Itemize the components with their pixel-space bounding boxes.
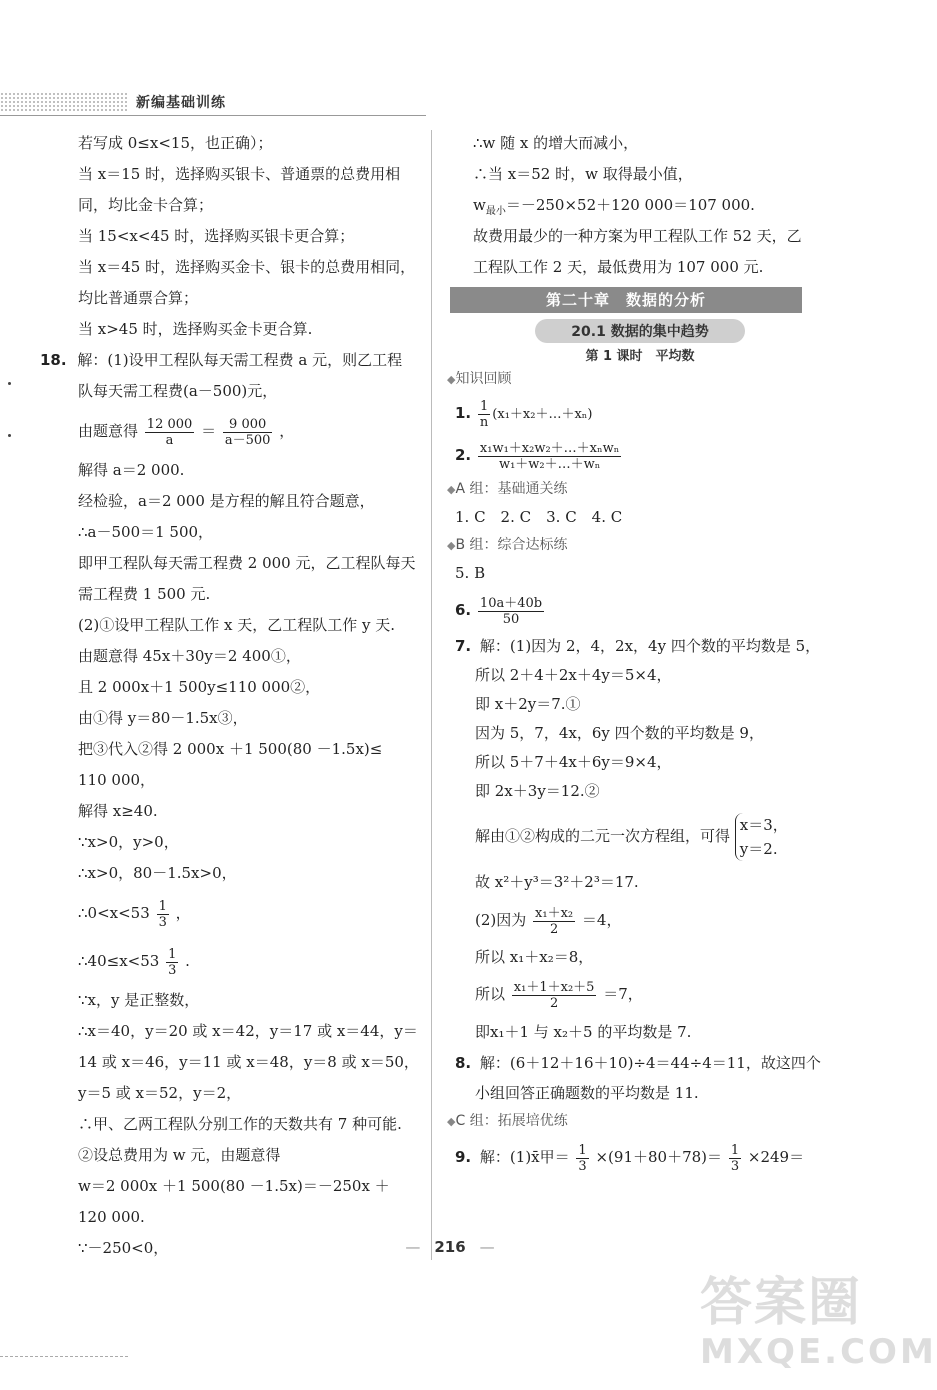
question-number: 6. [455, 601, 472, 619]
equation-line [475, 898, 825, 942]
section-label: ◆C 组：拓展培优练 [447, 1113, 568, 1129]
text-line: 且 2 000x＋1 500y≤110 000②， [78, 678, 321, 696]
text: ， [279, 422, 295, 440]
header-title: 新编基础训练 [136, 95, 226, 111]
text-line: 均比普通票合算； [78, 289, 199, 307]
text-line: 当 x>45 时，选择购买金卡更合算. [78, 320, 313, 338]
section-label: ◆B 组：综合达标练 [447, 537, 568, 553]
text-line: 队每天需工程费(a－500)元， [78, 382, 278, 400]
text-line: ∴甲、乙两工程队分别工作的天数共有 7 种可能. [78, 1115, 402, 1133]
fraction: $\frac{12 000}{a}$ [146, 416, 193, 448]
equation-line [78, 407, 420, 455]
text-line: 同，均比金卡合算； [78, 196, 214, 214]
text-line [473, 190, 825, 221]
diamond-icon: ◆ [447, 483, 456, 496]
fraction: $\frac{1}{n}$ [479, 398, 489, 430]
watermark-text: 答案圈 [700, 1273, 863, 1333]
text: w [473, 196, 486, 214]
text-line: 由题意得 45x＋30y＝2 400①， [78, 647, 301, 665]
inequality-line [78, 937, 420, 985]
text-line: ∴当 x＝52 时，w 取得最小值， [473, 165, 693, 183]
text: ×249＝ [747, 1148, 805, 1166]
margin-dot [8, 434, 11, 437]
fraction: $\frac{9 000}{a-500}$ [224, 416, 271, 448]
text-line: 14 或 x＝46，y＝11 或 x＝48，y＝8 或 x＝50， [78, 1053, 419, 1071]
right-column [447, 128, 825, 1180]
question-number: 7. [455, 637, 472, 655]
text-line: 工程队工作 2 天，最低费用为 107 000 元. [473, 258, 764, 276]
watermark-site: MXQE.COM [700, 1332, 937, 1372]
text-line: ∴w 随 x 的增大而减小， [473, 134, 639, 152]
text-line: 小组回答正确题数的平均数是 11. [475, 1084, 699, 1102]
question-number: 8. [455, 1054, 472, 1072]
question-7 [455, 632, 825, 1048]
fraction: $\frac{1}{3}$ [730, 1142, 740, 1174]
diamond-icon: ◆ [447, 1115, 456, 1128]
text-line: 故 x²＋y³＝3²＋2³＝17. [475, 873, 639, 891]
text-line: ∴x＝40，y＝20 或 x＝42，y＝17 或 x＝44，y＝ [78, 1022, 418, 1040]
fraction: $\frac{\text{x₁＋1＋x₂＋5}}{2}$ [513, 979, 595, 1011]
text-line: 经检验，a＝2 000 是方程的解且符合题意， [78, 492, 375, 510]
question-number: 1. [455, 404, 472, 422]
fraction: $\frac{1}{3}$ [158, 898, 167, 930]
equation-system: x＝3， y＝2. [735, 813, 788, 861]
question-number: 18. [40, 351, 67, 369]
text-line: 110 000， [78, 771, 156, 789]
text: 所以 [475, 985, 506, 1003]
lesson-title: 第 1 课时 平均数 [585, 349, 695, 364]
diamond-icon: ◆ [447, 373, 456, 386]
text: 解由①②构成的二元一次方程组，可得 [475, 827, 731, 845]
text-line: y＝5 或 x＝52，y＝2， [78, 1084, 242, 1102]
text-line: 解得 x≥40. [78, 802, 158, 820]
text-line: ②设总费用为 w 元，由题意得 [78, 1146, 281, 1164]
text-line: 解得 a＝2 000. [78, 461, 185, 479]
text-line: 解：(6＋12＋16＋10)÷4＝44÷4＝11，故这四个 [479, 1054, 821, 1072]
text-line: ∵x，y 是正整数， [78, 991, 200, 1009]
text-line: 把③代入②得 2 000x ＋1 500(80 －1.5x)≤ [78, 740, 383, 758]
text-line: 所以 x₁＋x₂＝8， [475, 948, 594, 966]
question-number: 2. [455, 446, 472, 464]
text: ∴0<x<53 [78, 904, 150, 922]
fraction: $\frac{\text{x₁w₁＋x₂w₂＋…＋xₙwₙ}}{\text{w₁＋w₂＋…＋wₙ}}$ [479, 440, 620, 472]
text-line: ∵x>0，y>0， [78, 833, 179, 851]
text: ＝ [201, 422, 217, 440]
section-label: ◆A 组：基础通关练 [447, 481, 568, 497]
text: ＝－250×52＋120 000＝107 000. [505, 196, 755, 214]
inequality-line [78, 889, 420, 937]
fraction: $\frac{10a+40b}{50}$ [479, 595, 543, 627]
text: 解：(1)x̄甲＝ [479, 1148, 570, 1166]
text-line: 即 2x＋3y＝12.② [475, 782, 600, 800]
question-8 [455, 1048, 825, 1108]
column-divider [431, 130, 432, 1260]
text-line: 当 x＝15 时，选择购买银卡、普通票的总费用相 [78, 165, 401, 183]
text-line: 故费用最少的一种方案为甲工程队工作 52 天，乙 [473, 227, 802, 245]
answer-line: 5. B [455, 564, 486, 582]
question-9 [455, 1134, 825, 1180]
header-rule [0, 115, 426, 116]
text-line: 需工程费 1 500 元. [78, 585, 211, 603]
text-line: 若写成 0≤x<15，也正确）； [78, 134, 273, 152]
text-line: 所以 5＋7＋4x＋6y＝9×4， [475, 753, 672, 771]
text-line: ∴a－500＝1 500， [78, 523, 214, 541]
text-line: ∵－250<0， [78, 1239, 169, 1257]
text: ＝7， [603, 985, 643, 1003]
system-line [475, 806, 825, 866]
answer-line: 1. C 2. C 3. C 4. C [455, 508, 623, 526]
text-line: 当 x＝45 时，选择购买金卡、银卡的总费用相同， [78, 258, 416, 276]
answer-line [455, 392, 825, 434]
fraction: $\frac{1}{3}$ [578, 1142, 587, 1174]
text-line: 即 x＋2y＝7.① [475, 695, 581, 713]
question-18 [40, 345, 420, 1264]
footer-rule [0, 1356, 128, 1357]
fraction: $\frac{\text{x₁＋x₂}}{2}$ [535, 905, 574, 937]
question-number: 9. [455, 1148, 472, 1166]
header-dots [0, 92, 128, 112]
text: ∴40≤x<53 [78, 952, 160, 970]
text: (x₁＋x₂＋…＋xₙ) [492, 407, 593, 422]
text-line: 即x₁＋1 与 x₂＋5 的平均数是 7. [475, 1023, 692, 1041]
subscript: 最小 [485, 206, 506, 217]
text: (2)因为 [475, 911, 527, 929]
answer-line [455, 588, 825, 632]
text-line: ∴x>0，80－1.5x>0， [78, 864, 237, 882]
fraction: $\frac{1}{3}$ [168, 946, 177, 978]
diamond-icon: ◆ [447, 539, 456, 552]
text-line: (2)①设甲工程队工作 x 天，乙工程队工作 y 天. [78, 616, 396, 634]
section-title: 20.1 数据的集中趋势 [535, 319, 744, 343]
page-number: — 216 — [405, 1238, 495, 1256]
text-line: w＝2 000x ＋1 500(80 －1.5x)＝－250x ＋ [78, 1177, 390, 1195]
answer-line [455, 434, 825, 476]
text-line: 由①得 y＝80－1.5x③， [78, 709, 248, 727]
margin-dot [8, 382, 11, 385]
section-label: ◆知识回顾 [447, 371, 512, 387]
text: ＝4， [581, 911, 622, 929]
text: ×(91＋80＋78)＝ [595, 1148, 723, 1166]
watermark-logo [700, 1272, 937, 1382]
equation-line [475, 972, 825, 1016]
text-line: 所以 2＋4＋2x＋4y＝5×4， [475, 666, 672, 684]
text-line: 解：(1)设甲工程队每天需工程费 a 元，则乙工程 [77, 351, 403, 369]
text: ， [175, 904, 191, 922]
text: . [185, 952, 190, 970]
left-column [40, 128, 420, 1264]
chapter-title: 第二十章 数据的分析 [450, 287, 802, 313]
text-line: 120 000. [78, 1208, 145, 1226]
text-line: 当 15<x<45 时，选择购买银卡更合算； [78, 227, 355, 245]
text-line: 即甲工程队每天需工程费 2 000 元，乙工程队每天 [78, 554, 416, 572]
text-line: 解：(1)因为 2，4，2x，4y 四个数的平均数是 5， [479, 637, 821, 655]
text-line: 因为 5，7，4x，6y 四个数的平均数是 9， [475, 724, 764, 742]
text: 由题意得 [78, 422, 139, 440]
